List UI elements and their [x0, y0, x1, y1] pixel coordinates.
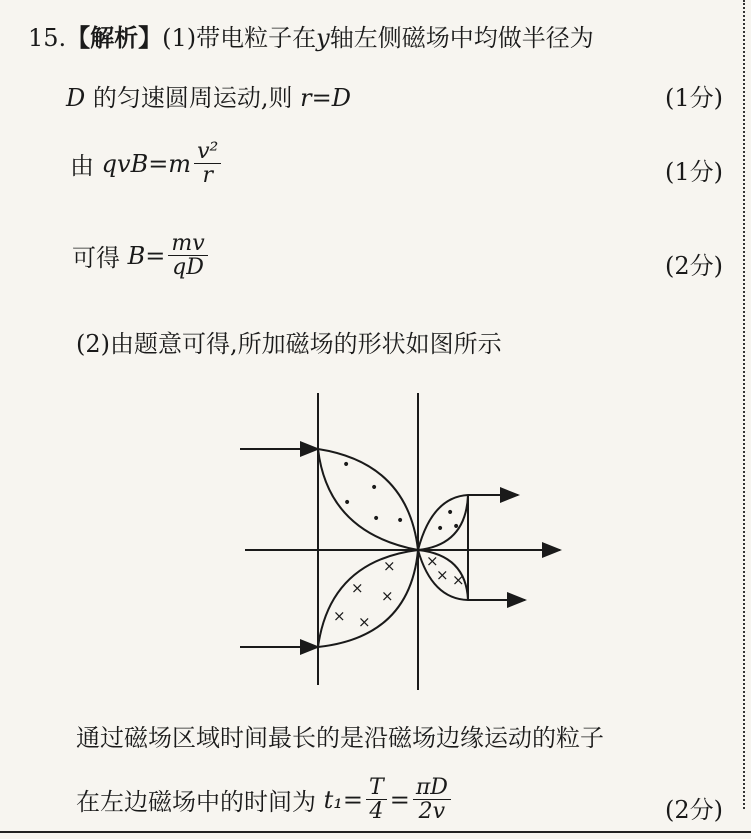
svg-text:•: •: [343, 495, 352, 511]
svg-text:×: ×: [452, 571, 465, 589]
score-3: (2分): [665, 252, 723, 280]
line2-text: 的匀速圆周运动,则: [92, 84, 293, 112]
lower-left-field-region: [318, 550, 418, 647]
line7-text: 在左边磁场中的时间为: [76, 788, 316, 817]
upper-left-field-region: [318, 449, 418, 550]
fraction-v2-over-r: $\frac{\text{v²}}{r}$: [194, 140, 221, 187]
score-1: (1分): [665, 84, 723, 112]
fraction-t-over-4: $\frac{T}{4}$: [366, 776, 387, 823]
score-2: (1分): [665, 158, 723, 186]
svg-text:×: ×: [333, 607, 346, 625]
svg-text:×: ×: [436, 566, 449, 584]
part2-text: (2)由题意可得,所加磁场的形状如图所示: [76, 330, 502, 358]
line4-lhs: B=: [127, 241, 166, 270]
axis-var: y: [316, 24, 330, 52]
cross-markers: [333, 552, 465, 631]
part1-intro: (1)带电粒子在: [162, 24, 317, 52]
svg-text:•: •: [370, 480, 379, 496]
line4-prefix: 可得: [72, 244, 120, 273]
svg-text:×: ×: [351, 579, 364, 597]
svg-text:×: ×: [358, 613, 371, 631]
fraction-mv-over-qd: $\frac{mv}{qD}$: [168, 232, 207, 279]
problem-number: 15.: [28, 24, 67, 52]
svg-text:×: ×: [381, 587, 394, 605]
svg-text:×: ×: [426, 552, 439, 570]
score-4: (2分): [665, 796, 723, 824]
line6-text: 通过磁场区域时间最长的是沿磁场边缘运动的粒子: [76, 724, 604, 752]
svg-text:•: •: [396, 513, 405, 529]
svg-text:•: •: [372, 511, 381, 527]
part1-rest: 轴左侧磁场中均做半径为: [329, 24, 594, 52]
radius-var: D: [66, 84, 86, 112]
magnetic-field-diagram: [200, 385, 590, 700]
bottom-rule: [0, 831, 751, 833]
line3-prefix: 由: [70, 152, 94, 181]
line2-equation: r=D: [300, 84, 351, 112]
fraction-pid-over-2v: $\frac{\pi D}{2v}$: [413, 776, 451, 823]
analysis-tag: 【解析】: [66, 23, 163, 52]
line7-equals: =: [389, 785, 410, 814]
line7-var: t₁=: [323, 785, 364, 814]
line3-lhs: qvB=m: [101, 149, 192, 178]
svg-text:•: •: [452, 519, 461, 535]
svg-text:×: ×: [383, 557, 396, 575]
page-edge-dotted-line: [743, 0, 745, 809]
svg-text:•: •: [436, 521, 445, 537]
svg-text:•: •: [342, 457, 351, 473]
svg-text:•: •: [446, 505, 455, 521]
